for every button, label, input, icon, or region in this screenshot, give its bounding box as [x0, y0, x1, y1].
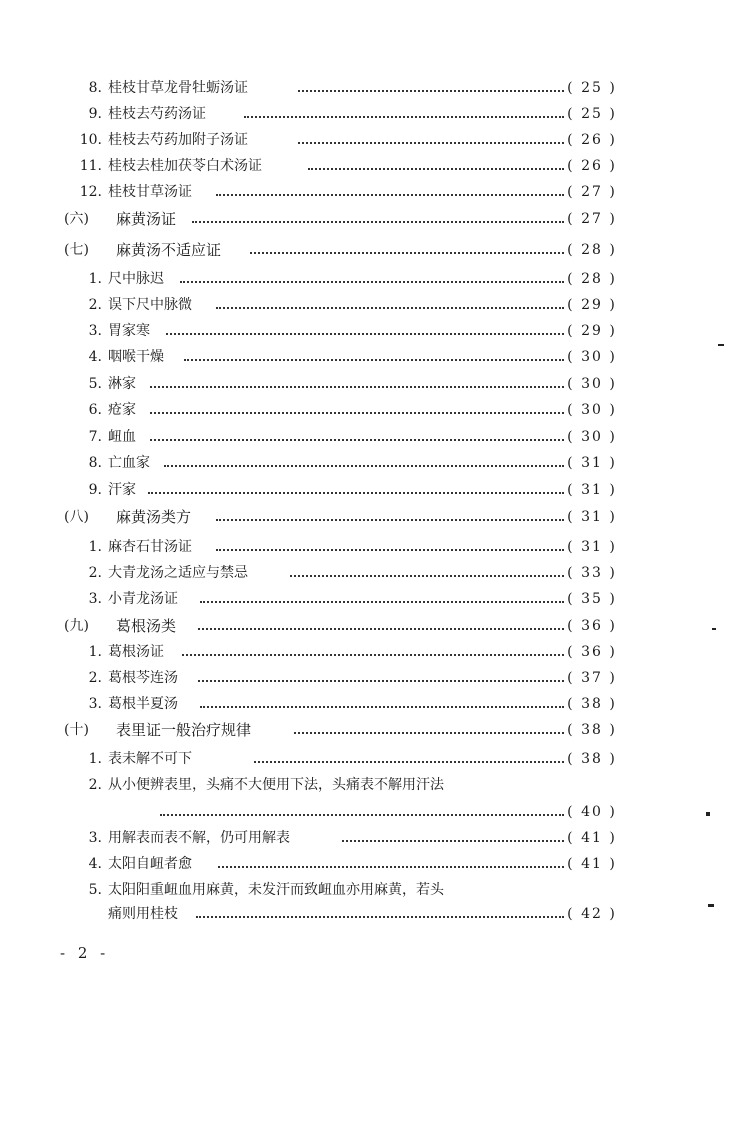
entry-page: ( 38 ) [567, 751, 617, 767]
toc-entry [0, 293, 736, 317]
entry-page: ( 31 ) [567, 509, 617, 525]
dot-leader [148, 492, 564, 494]
entry-page: ( 31 ) [567, 455, 617, 471]
entry-number: 1. [88, 751, 102, 767]
entry-number: 1. [88, 644, 102, 660]
entry-page: ( 38 ) [567, 696, 617, 712]
dot-leader [298, 142, 564, 144]
entry-page: ( 29 ) [567, 297, 617, 313]
entry-title: 疮家 [108, 402, 136, 418]
entry-title: 咽喉干燥 [108, 349, 164, 365]
dot-leader [180, 281, 564, 283]
entry-page: ( 30 ) [567, 402, 617, 418]
dot-leader [342, 840, 564, 842]
dot-leader [166, 333, 564, 335]
entry-page: ( 31 ) [567, 539, 617, 555]
entry-page: ( 38 ) [567, 722, 617, 738]
entry-number: 5. [88, 376, 102, 392]
entry-title: 尺中脉迟 [108, 271, 164, 287]
dot-leader [216, 307, 564, 309]
entry-title: 小青龙汤证 [108, 591, 178, 607]
dot-leader [150, 386, 564, 388]
dot-leader [196, 916, 564, 918]
entry-title: 麻杏石甘汤证 [108, 539, 192, 555]
toc-entry [0, 398, 736, 422]
toc-entry [0, 76, 736, 100]
entry-number: 5. [88, 882, 102, 898]
entry-title: 桂枝去桂加茯苓白术汤证 [108, 158, 262, 174]
entry-number: 2. [88, 565, 102, 581]
entry-page: ( 36 ) [567, 644, 617, 660]
section-title: 麻黄汤证 [116, 210, 177, 228]
section-number: (十) [64, 722, 89, 738]
entry-number: 4. [88, 856, 102, 872]
dot-leader [308, 168, 564, 170]
dot-leader [216, 519, 564, 521]
entry-page: ( 30 ) [567, 429, 617, 445]
toc-entry [0, 180, 736, 204]
section-title: 表里证一般治疗规律 [116, 721, 252, 739]
toc-entry [0, 826, 736, 850]
entry-page: ( 27 ) [567, 184, 617, 200]
entry-page: ( 40 ) [567, 804, 617, 820]
dot-leader [250, 252, 564, 254]
dot-leader [216, 194, 564, 196]
entry-title: 桂枝去芍药汤证 [108, 106, 206, 122]
toc-entry [0, 102, 736, 126]
toc-section [0, 238, 736, 262]
entry-title: 葛根半夏汤 [108, 696, 178, 712]
page-number: - 2 - [60, 944, 110, 962]
dot-leader [150, 439, 564, 441]
entry-title: 大青龙汤之适应与禁忌 [108, 565, 248, 581]
entry-title: 汗家 [108, 482, 136, 498]
toc-entry [0, 535, 736, 559]
entry-title: 太阳自衄者愈 [108, 856, 192, 872]
entry-title: 太阳阳重衄血用麻黄，未发汗而致衄血亦用麻黄，若头 [108, 882, 444, 898]
entry-page: ( 25 ) [567, 80, 617, 96]
dot-leader [164, 465, 564, 467]
toc-entry [0, 372, 736, 396]
toc-entry [0, 478, 736, 502]
toc-entry [0, 154, 736, 178]
entry-page: ( 42 ) [567, 906, 617, 922]
dot-leader [198, 628, 564, 630]
entry-title: 用解表而表不解，仍可用解表 [108, 830, 290, 846]
entry-number: 2. [88, 777, 102, 793]
entry-title: 葛根芩连汤 [108, 670, 178, 686]
dot-leader [290, 575, 564, 577]
entry-number: 9. [88, 106, 102, 122]
entry-number: 3. [88, 696, 102, 712]
dot-leader [298, 90, 564, 92]
dot-leader [218, 866, 564, 868]
entry-page: ( 31 ) [567, 482, 617, 498]
entry-page: ( 28 ) [567, 271, 617, 287]
toc-entry [0, 267, 736, 291]
entry-number: 2. [88, 670, 102, 686]
toc-entry [0, 692, 736, 716]
entry-page: ( 26 ) [567, 132, 617, 148]
entry-number: 1. [88, 271, 102, 287]
dot-leader [294, 732, 564, 734]
toc-entry [0, 561, 736, 585]
entry-title: 表未解不可下 [108, 751, 192, 767]
entry-page: ( 37 ) [567, 670, 617, 686]
section-number: (八) [64, 509, 89, 525]
entry-title: 误下尺中脉微 [108, 297, 192, 313]
dot-leader [182, 654, 564, 656]
dot-leader [192, 221, 564, 223]
section-title: 麻黄汤类方 [116, 508, 192, 526]
toc-entry-continuation [0, 902, 736, 926]
toc-entry [0, 747, 736, 771]
entry-number: 12. [79, 184, 102, 200]
entry-number: 3. [88, 323, 102, 339]
entry-title: 亡血家 [108, 455, 150, 471]
entry-page: ( 41 ) [567, 830, 617, 846]
dot-leader [216, 549, 564, 551]
entry-page: ( 25 ) [567, 106, 617, 122]
toc-entry [0, 345, 736, 369]
scan-speck [718, 344, 724, 346]
toc-section [0, 505, 736, 529]
toc-entry [0, 451, 736, 475]
entry-number: 8. [88, 455, 102, 471]
entry-page: ( 26 ) [567, 158, 617, 174]
entry-number: 11. [79, 158, 102, 174]
entry-title: 衄血 [108, 429, 136, 445]
toc-entry-continuation [0, 800, 736, 824]
entry-page: ( 27 ) [567, 211, 617, 227]
entry-number: 10. [79, 132, 102, 148]
entry-title: 从小便辨表里，头痛不大便用下法，头痛表不解用汗法 [108, 777, 444, 793]
section-number: (九) [64, 618, 89, 634]
toc-section [0, 718, 736, 742]
entry-title: 桂枝甘草龙骨牡蛎汤证 [108, 80, 248, 96]
entry-title-continuation: 痛则用桂枝 [108, 906, 178, 922]
entry-number: 1. [88, 539, 102, 555]
entry-number: 2. [88, 297, 102, 313]
entry-page: ( 30 ) [567, 349, 617, 365]
entry-page: ( 41 ) [567, 856, 617, 872]
dot-leader [254, 761, 564, 763]
entry-title: 桂枝甘草汤证 [108, 184, 192, 200]
entry-page: ( 36 ) [567, 618, 617, 634]
toc-entry [0, 319, 736, 343]
dot-leader [244, 116, 564, 118]
entry-page: ( 29 ) [567, 323, 617, 339]
section-number: (七) [64, 242, 89, 258]
section-title: 葛根汤类 [116, 617, 177, 635]
entry-title: 桂枝去芍药加附子汤证 [108, 132, 248, 148]
entry-page: ( 33 ) [567, 565, 617, 581]
dot-leader [184, 359, 564, 361]
toc-entry [0, 666, 736, 690]
entry-number: 3. [88, 830, 102, 846]
toc-entry [0, 878, 736, 902]
toc-entry [0, 640, 736, 664]
entry-page: ( 30 ) [567, 376, 617, 392]
entry-number: 3. [88, 591, 102, 607]
entry-number: 4. [88, 349, 102, 365]
scan-speck [706, 812, 710, 816]
dot-leader [160, 814, 564, 816]
toc-entry [0, 425, 736, 449]
toc-entry [0, 773, 736, 797]
toc-section [0, 207, 736, 231]
dot-leader [150, 412, 564, 414]
dot-leader [200, 601, 564, 603]
entry-page: ( 35 ) [567, 591, 617, 607]
entry-page: ( 28 ) [567, 242, 617, 258]
entry-title: 淋家 [108, 376, 136, 392]
entry-title: 葛根汤证 [108, 644, 164, 660]
toc-entry [0, 128, 736, 152]
scan-speck [712, 628, 716, 630]
toc-entry [0, 852, 736, 876]
scan-speck [708, 904, 714, 907]
dot-leader [200, 706, 564, 708]
entry-title: 胃家寒 [108, 323, 150, 339]
entry-number: 8. [88, 80, 102, 96]
toc-entry [0, 587, 736, 611]
entry-number: 7. [88, 429, 102, 445]
section-title: 麻黄汤不适应证 [116, 241, 222, 259]
entry-number: 9. [88, 482, 102, 498]
entry-number: 6. [88, 402, 102, 418]
dot-leader [198, 680, 564, 682]
section-number: (六) [64, 211, 89, 227]
toc-section [0, 614, 736, 638]
